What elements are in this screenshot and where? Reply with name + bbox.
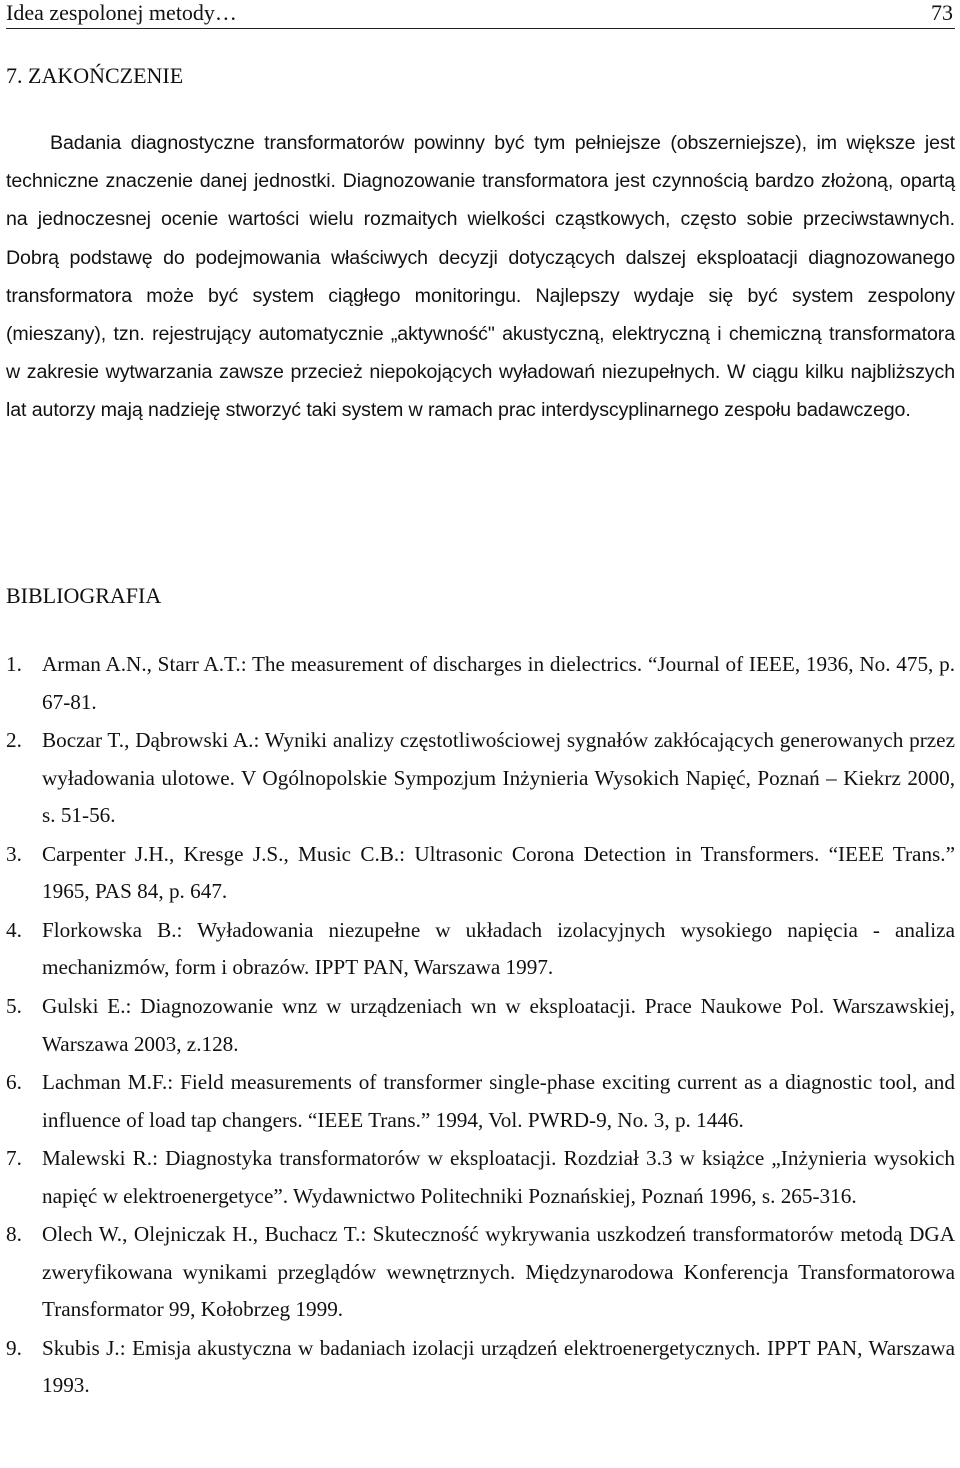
entry-number: 3. [6,841,22,866]
entry-text: Florkowska B.: Wyładowania niezupełne w układach izolacyjnych wysokiego napięcia - analiza mechanizmów, form i obrazów. IPPT PAN, Warszawa 1997. [42,917,955,980]
conclusion-paragraph: Badania diagnostyczne transformatorów powinny być tym pełniejsze (obszerniejsze), im większe jest techniczne znaczenie danej jednostki. Diagnozowanie transformatora jest czynnością bardzo złożoną, opartą na jednoczesnej ocenie wartości wielu rozmaitych wielkości cząstkowych, często sobie przeciwstawnych. Dobrą podstawę do podejmowania właściwych decyzji dotyczących dalszej eksploatacji diagnozowanego transformatora może być system ciągłego monitoringu. Najlepszy wydaje się być system zespolony (mieszany), tzn. rejestrujący automatycznie „aktywność" akustyczną, elektryczną i chemiczną transformatora w zakresie wytwarzania zawsze przecież niepokojących wyładowań niezupełnych. W ciągu kilku najbliższych lat autorzy mają nadzieję stworzyć taki system w ramach prac interdyscyplinarnego zespołu badawczego. [6,132,955,422]
entry-number: 6. [6,1069,22,1094]
page-number: 73 [931,0,953,25]
bibliography-entry [6,1216,955,1329]
entry-number: 1. [6,652,22,676]
bibliography-entry [6,646,955,721]
entry-number: 7. [6,1146,22,1171]
section-heading-bibliography: BIBLIOGRAFIA [6,583,162,608]
bibliography-entry [6,912,955,987]
entry-text: Boczar T., Dąbrowski A.: Wyniki analizy częstotliwościowej sygnałów zakłócających generowanych przez wyładowania ulotowe. V Ogólnopolskie Sympozjum Inżynieria Wysokich Napięć, Poznań – Kiekrz 2000, s. 51-56. [42,728,955,828]
running-header [6,0,955,29]
entry-text: Arman A.N., Starr A.T.: The measurement of discharges in dielectrics. “Journal of IEEE, 1936, No. 475, p. 67-81. [42,652,955,714]
bibliography-entry [6,1064,955,1139]
bibliography-entry [6,1140,955,1215]
bibliography-entry [6,836,955,911]
entry-text: Skubis J.: Emisja akustyczna w badaniach izolacji urządzeń elektroenergetycznych. IPPT PAN, Warszawa 1993. [42,1335,955,1398]
bibliography-entry [6,1330,955,1405]
entry-text: Malewski R.: Diagnostyka transformatorów w eksploatacji. Rozdział 3.3 w książce „Inżynieria wysokich napięć w elektroenergetyce”. Wydawnictwo Politechniki Poznańskiej, Poznań 1996, s. 265-316. [42,1146,955,1208]
entry-text: Lachman M.F.: Field measurements of transformer single-phase exciting current as a diagnostic tool, and influence of load tap changers. “IEEE Trans.” 1994, Vol. PWRD-9, No. 3, p. 1446. [42,1069,955,1132]
entry-number: 9. [6,1335,22,1360]
section-heading-conclusion: 7. ZAKOŃCZENIE [6,63,184,88]
entry-number: 2. [6,728,22,753]
bibliography-list [6,646,955,1406]
entry-number: 8. [6,1222,22,1247]
bibliography-entry [6,722,955,835]
bibliography-entry [6,988,955,1063]
entry-text: Gulski E.: Diagnozowanie wnz w urządzeniach wn w eksploatacji. Prace Naukowe Pol. Warszawskiej, Warszawa 2003, z.128. [42,993,955,1056]
entry-number: 5. [6,993,22,1018]
entry-text: Carpenter J.H., Kresge J.S., Music C.B.: Ultrasonic Corona Detection in Transformers. “IEEE Trans.” 1965, PAS 84, p. 647. [42,841,955,904]
entry-number: 4. [6,917,22,942]
entry-text: Olech W., Olejniczak H., Buchacz T.: Skuteczność wykrywania uszkodzeń transformatorów metodą DGA zweryfikowana wynikami przeglądów wewnętrznych. Międzynarodowa Konferencja Transformatorowa Transformator 99, Kołobrzeg 1999. [42,1222,955,1322]
running-title: Idea zespolonej metody… [6,0,237,25]
